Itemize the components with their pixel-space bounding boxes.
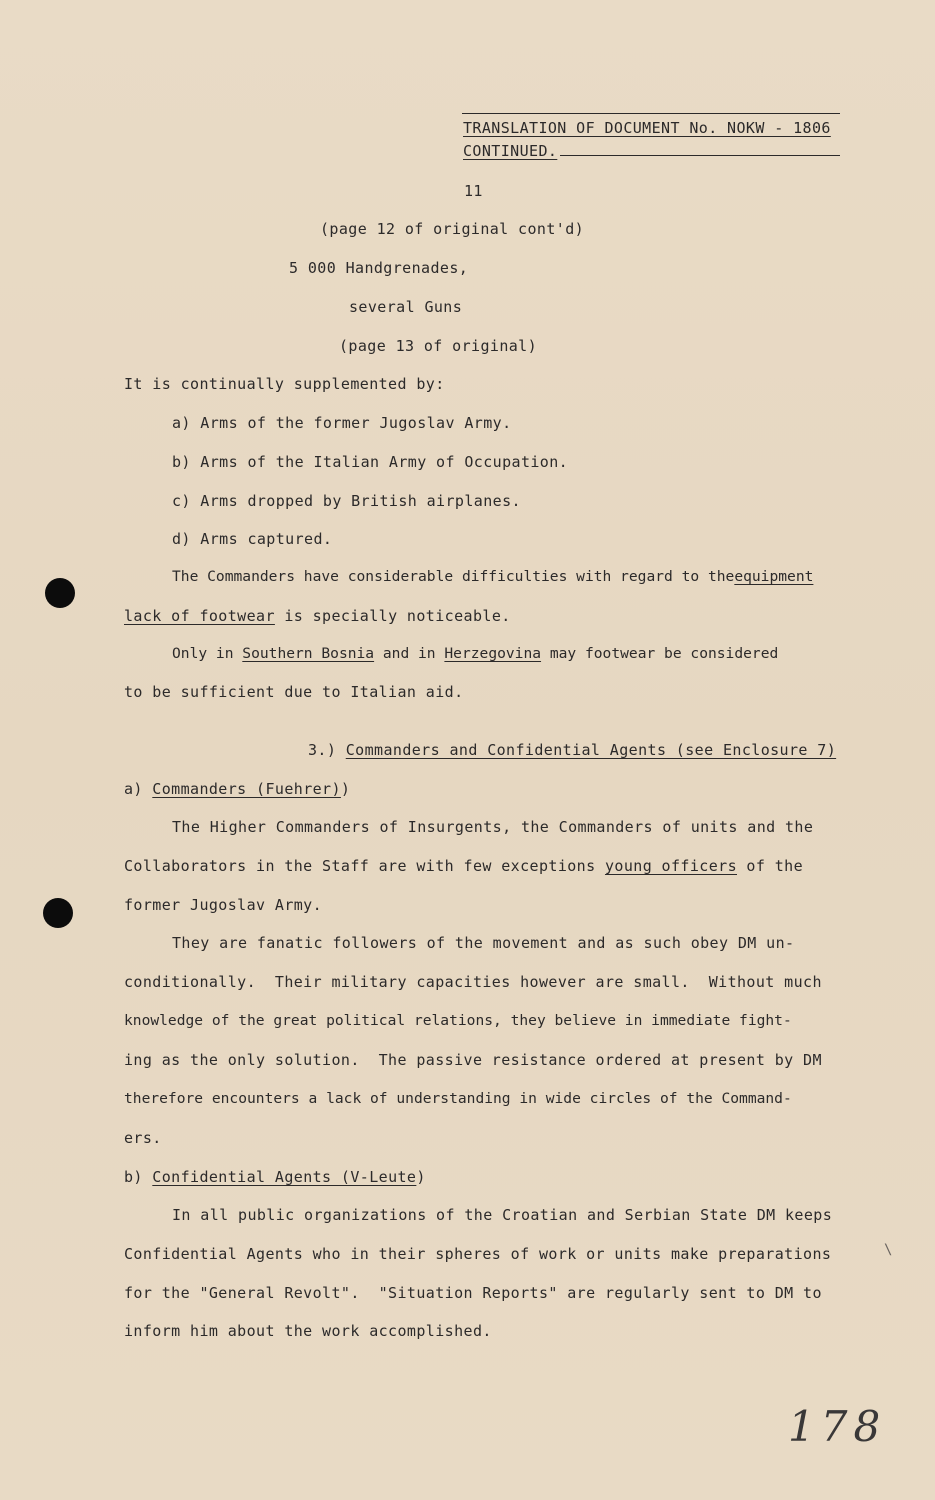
list-item: d) Arms captured.: [172, 530, 333, 548]
text: b): [124, 1168, 153, 1186]
text: is specially noticeable.: [274, 607, 511, 625]
underlined-text: lack of footwear: [124, 607, 275, 625]
paragraph-line: [124, 607, 511, 625]
list-item: b) Arms of the Italian Army of Occupation.: [172, 453, 569, 471]
handwritten-folio-number: 178: [788, 1402, 887, 1451]
paragraph-line: for the "General Revolt". "Situation Reports" are regularly sent to DM to: [124, 1284, 822, 1302]
punch-hole: [45, 578, 75, 608]
paragraph-line: to be sufficient due to Italian aid.: [124, 683, 464, 701]
list-item: a) Arms of the former Jugoslav Army.: [172, 414, 512, 432]
text: of the: [737, 857, 804, 875]
text: Only in: [172, 645, 243, 662]
subsection-heading: [124, 780, 350, 798]
paragraph-line: former Jugoslav Army.: [124, 896, 323, 914]
header-continued: CONTINUED.: [463, 142, 558, 160]
text: a): [124, 780, 153, 798]
underlined-text: young officers: [604, 857, 737, 875]
underlined-text: Commanders (Fuehrer): [152, 780, 341, 798]
paragraph-line: therefore encounters a lack of understanding in wide circles of the Command-: [124, 1090, 792, 1107]
page-number: 11: [464, 182, 483, 200]
paragraph-line: The Higher Commanders of Insurgents, the Commanders of units and the: [172, 818, 814, 836]
paragraph-line: [172, 568, 813, 586]
punch-hole: [43, 898, 73, 928]
section-number: 3.): [308, 741, 337, 759]
underlined-text: Confidential Agents (V-Leute: [152, 1168, 417, 1186]
paragraph-line: They are fanatic followers of the movement and as such obey DM un-: [172, 934, 795, 952]
paragraph-line: knowledge of the great political relations, they believe in immediate fight-: [124, 1012, 792, 1029]
text: The Commanders have considerable difficulties with regard to the: [172, 568, 735, 585]
underlined-text: Herzegovina: [444, 645, 542, 662]
section-title: Commanders and Confidential Agents (see Enclosure 7): [345, 741, 837, 759]
header-title: TRANSLATION OF DOCUMENT No. NOKW - 1806: [463, 119, 831, 137]
section-heading: [308, 741, 836, 759]
text: ): [416, 1168, 426, 1186]
underlined-text: Southern Bosnia: [242, 645, 375, 662]
page-note: (page 12 of original cont'd): [320, 220, 585, 238]
paragraph-line: inform him about the work accomplished.: [124, 1322, 492, 1340]
text: may footwear be considered: [541, 645, 779, 662]
underlined-text: equipment: [734, 568, 814, 585]
subsection-heading: [124, 1168, 426, 1186]
list-item: several Guns: [349, 298, 463, 316]
margin-tick-icon: \: [884, 1242, 893, 1258]
header-bottom-rule: [560, 155, 840, 156]
paragraph-line: [172, 645, 778, 663]
paragraph-line: conditionally. Their military capacities however are small. Without much: [124, 973, 822, 991]
paragraph-line: ers.: [124, 1129, 162, 1147]
paragraph-line: ing as the only solution. The passive resistance ordered at present by DM: [124, 1051, 822, 1069]
page-note: (page 13 of original): [339, 337, 538, 355]
list-item: 5 000 Handgrenades,: [289, 259, 469, 277]
paragraph-line: [124, 857, 803, 875]
paragraph-line: It is continually supplemented by:: [124, 375, 445, 393]
paragraph-line: In all public organizations of the Croatian and Serbian State DM keeps: [172, 1206, 833, 1224]
header-top-rule: [462, 113, 840, 114]
text: ): [340, 780, 351, 798]
list-item: c) Arms dropped by British airplanes.: [172, 492, 521, 510]
text: Collaborators in the Staff are with few exceptions: [124, 857, 605, 875]
text: and in: [374, 645, 445, 662]
paragraph-line: Confidential Agents who in their spheres of work or units make preparations: [124, 1245, 832, 1263]
